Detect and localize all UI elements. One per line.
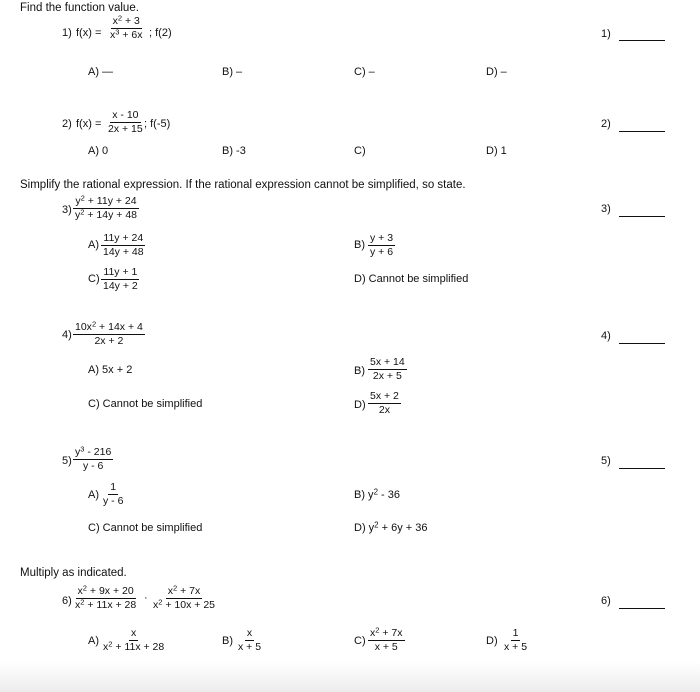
q1-answer-number: 1) xyxy=(601,28,611,40)
q4-label: 4) xyxy=(62,329,72,341)
q6-multiply-dot: · xyxy=(144,592,148,604)
q2-label: 2) xyxy=(62,118,72,130)
q3-label: 3) xyxy=(62,204,72,216)
q5-choice-a-numerator: 1 xyxy=(108,482,118,495)
q6-choice-c-label[interactable]: C) xyxy=(354,635,366,647)
q1-choice-c[interactable]: C) – xyxy=(354,66,375,78)
q6-choice-d-denominator: x + 5 xyxy=(504,641,528,654)
section-instruction-multiply: Multiply as indicated. xyxy=(20,567,127,579)
q4-choice-d-denominator: 2x xyxy=(378,404,390,417)
q6-choice-c-numerator: $x^2 + 7x$ xyxy=(368,628,405,641)
q1-choice-b[interactable]: B) – xyxy=(222,66,243,78)
q3-numerator: $y^2 + 11y + 24$ xyxy=(73,196,138,209)
q2-eval-point: ; f(-5) xyxy=(144,118,171,130)
q6-choice-c-fraction[interactable] xyxy=(368,625,405,654)
q2-fraction xyxy=(106,110,145,135)
q2-choice-b[interactable]: B) -3 xyxy=(222,145,246,157)
q3-choice-c-numerator: 11y + 1 xyxy=(101,267,139,280)
q3-choice-b-denominator: y + 6 xyxy=(370,246,394,259)
q2-choice-c[interactable]: C) xyxy=(354,145,366,157)
q6-fraction-1 xyxy=(73,583,138,612)
q4-denominator: 2x + 2 xyxy=(94,335,124,348)
q3-choice-b-label[interactable]: B) xyxy=(354,239,365,251)
q6-fraction-2-numerator: $x^2 + 7x$ xyxy=(166,586,203,599)
q5-choice-d[interactable]: D) $y^2 + 6y + 36$ xyxy=(354,520,428,534)
q3-choice-a-label[interactable]: A) xyxy=(88,239,99,251)
q5-label: 5) xyxy=(62,455,72,467)
q5-fraction xyxy=(73,444,113,473)
q3-denominator: $y^2 + 14y + 48$ xyxy=(75,207,137,222)
q6-choice-a-label[interactable]: A) xyxy=(88,635,99,647)
q4-choice-b-fraction[interactable] xyxy=(368,357,407,382)
q5-choice-a-denominator: y - 6 xyxy=(103,495,124,508)
q5-choice-c[interactable]: C) Cannot be simplified xyxy=(88,522,203,534)
q6-fraction-2 xyxy=(151,583,217,612)
q5-choice-b[interactable]: B) $y^2 - 36$ xyxy=(354,487,400,501)
q4-choice-d-numerator: 5x + 2 xyxy=(368,391,401,404)
q4-choice-d-label[interactable]: D) xyxy=(354,399,366,411)
q6-choice-d-label[interactable]: D) xyxy=(486,635,498,647)
q6-fraction-1-numerator: $x^2 + 9x + 20$ xyxy=(76,586,136,599)
q5-choice-a-fraction[interactable] xyxy=(101,482,125,507)
q1-choice-a[interactable]: A) — xyxy=(88,66,114,78)
q6-fraction-1-denominator: $x^2 + 11x + 28$ xyxy=(75,597,137,612)
q2-numerator: x - 10 xyxy=(110,110,140,123)
q1-numerator: $x^2 + 3$ xyxy=(111,16,142,29)
q3-choice-c-label[interactable]: C) xyxy=(88,273,100,285)
section-instruction-simplify: Simplify the rational expression. If the rational expression cannot be simplified, so state. xyxy=(20,179,466,191)
q3-fraction xyxy=(73,193,139,222)
q3-choice-c-denominator: 14y + 2 xyxy=(103,280,138,293)
q5-numerator: $y^3 - 216$ xyxy=(73,447,113,460)
q5-answer-blank[interactable] xyxy=(619,468,665,469)
q2-answer-number: 2) xyxy=(601,118,611,130)
q2-function: f(x) = xyxy=(76,118,102,130)
q2-choice-a[interactable]: A) 0 xyxy=(88,145,109,157)
q6-choice-a-denominator: $x^2 + 11x + 28$ xyxy=(103,639,165,654)
q6-choice-b-numerator: x xyxy=(245,628,254,641)
q3-choice-b-fraction[interactable] xyxy=(368,233,395,258)
q1-function: f(x) = xyxy=(76,27,102,39)
section-instruction-function-value: Find the function value. xyxy=(20,2,139,14)
q3-choice-b-numerator: y + 3 xyxy=(368,233,395,246)
q6-choice-a-fraction[interactable] xyxy=(101,628,166,653)
q6-answer-blank[interactable] xyxy=(619,608,665,609)
page-bottom-shadow xyxy=(0,662,700,692)
q4-answer-number: 4) xyxy=(601,330,611,342)
q2-choice-d[interactable]: D) 1 xyxy=(486,145,507,157)
q6-choice-b-label[interactable]: B) xyxy=(222,635,233,647)
q3-choice-a-fraction[interactable] xyxy=(101,233,146,258)
q5-denominator: y - 6 xyxy=(82,460,104,473)
q6-choice-c-denominator: x + 5 xyxy=(374,641,398,654)
q4-numerator: $10x^2 + 14x + 4$ xyxy=(73,322,145,335)
q6-answer-number: 6) xyxy=(601,595,611,607)
q4-choice-d-fraction[interactable] xyxy=(368,391,401,416)
q1-label: 1) xyxy=(62,27,72,39)
q3-choice-a-numerator: 11y + 24 xyxy=(101,233,145,246)
q5-choice-a-label[interactable]: A) xyxy=(88,489,99,501)
q1-answer-blank[interactable] xyxy=(619,40,665,41)
q4-fraction xyxy=(73,319,145,348)
q4-choice-b-denominator: 2x + 5 xyxy=(372,370,402,383)
q6-choice-a-numerator: x xyxy=(129,628,138,641)
q4-answer-blank[interactable] xyxy=(619,343,665,344)
q5-answer-number: 5) xyxy=(601,455,611,467)
q4-choice-b-label[interactable]: B) xyxy=(354,365,365,377)
q6-label: 6) xyxy=(62,595,72,607)
q3-answer-blank[interactable] xyxy=(619,216,665,217)
q3-answer-number: 3) xyxy=(601,203,611,215)
q2-denominator: 2x + 15 xyxy=(108,123,143,136)
q6-choice-b-denominator: x + 5 xyxy=(238,641,262,654)
q1-choice-d[interactable]: D) – xyxy=(486,66,507,78)
q4-choice-a[interactable]: A) 5x + 2 xyxy=(88,364,133,376)
q6-choice-d-numerator: 1 xyxy=(511,628,521,641)
q6-fraction-2-denominator: $x^2 + 10x + 25$ xyxy=(153,597,215,612)
q4-choice-b-numerator: 5x + 14 xyxy=(368,357,407,370)
q3-choice-c-fraction[interactable] xyxy=(101,267,140,292)
q2-answer-blank[interactable] xyxy=(619,131,665,132)
q3-choice-d[interactable]: D) Cannot be simplified xyxy=(354,273,469,285)
q1-eval-point: ; f(2) xyxy=(149,27,172,39)
q1-fraction xyxy=(108,13,145,42)
q6-choice-d-fraction[interactable] xyxy=(502,628,529,653)
q4-choice-c[interactable]: C) Cannot be simplified xyxy=(88,398,203,410)
q3-choice-a-denominator: 14y + 48 xyxy=(103,246,144,259)
q1-denominator: $x^3 + 6x$ xyxy=(110,27,143,42)
q6-choice-b-fraction[interactable] xyxy=(236,628,263,653)
